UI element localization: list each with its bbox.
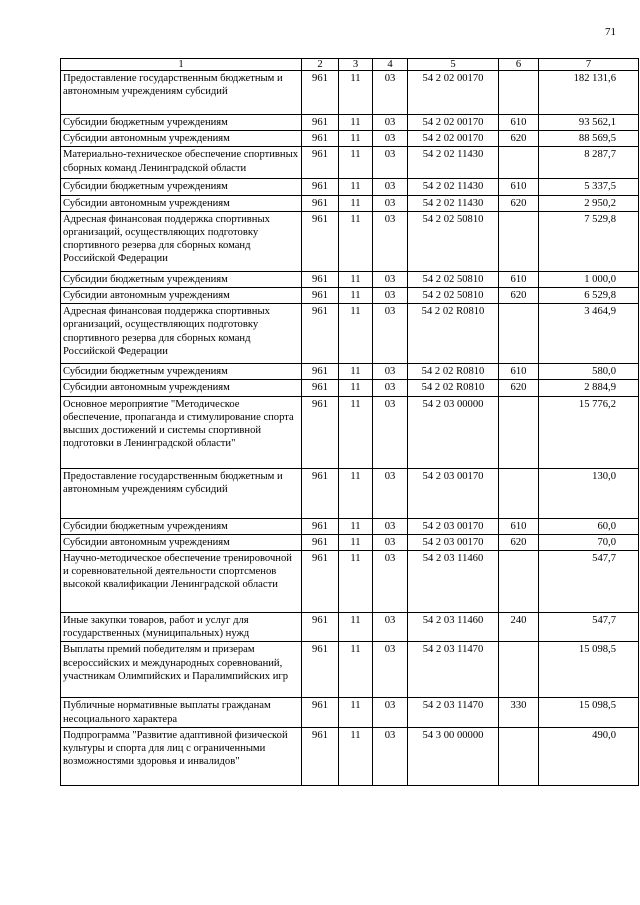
amount-cell: 182 131,6 <box>539 71 639 115</box>
header-cell: 2 <box>302 59 339 71</box>
grbs-code-cell: 961 <box>302 396 339 468</box>
section-code-cell: 11 <box>339 468 373 518</box>
target-article-cell: 54 2 03 11460 <box>408 551 499 613</box>
row-name-cell: Научно-методическое обеспечение тренировочной и соревновательной деятельности спортсменов высокой квалификации Ленинградской области <box>61 551 302 613</box>
subsection-code-cell: 03 <box>373 642 408 698</box>
target-article-cell: 54 2 03 11470 <box>408 698 499 727</box>
expense-type-cell: 610 <box>499 271 539 287</box>
subsection-code-cell: 03 <box>373 304 408 364</box>
expense-type-cell <box>499 551 539 613</box>
grbs-code-cell: 961 <box>302 727 339 785</box>
row-name-cell: Выплаты премий победителям и призерам всероссийских и международных соревнований, участникам Олимпийских и Паралимпийских игр <box>61 642 302 698</box>
section-code-cell: 11 <box>339 288 373 304</box>
subsection-code-cell: 03 <box>373 468 408 518</box>
amount-cell: 93 562,1 <box>539 115 639 131</box>
section-code-cell: 11 <box>339 727 373 785</box>
table-row <box>61 288 639 304</box>
expense-type-cell <box>499 147 539 179</box>
row-name-cell: Субсидии автономным учреждениям <box>61 288 302 304</box>
row-name-cell: Субсидии автономным учреждениям <box>61 195 302 211</box>
expense-type-cell <box>499 304 539 364</box>
grbs-code-cell: 961 <box>302 115 339 131</box>
expense-type-cell: 620 <box>499 131 539 147</box>
table-row <box>61 71 639 115</box>
amount-cell: 5 337,5 <box>539 179 639 195</box>
target-article-cell: 54 2 03 00170 <box>408 534 499 550</box>
subsection-code-cell: 03 <box>373 364 408 380</box>
expense-type-cell <box>499 211 539 271</box>
grbs-code-cell: 961 <box>302 364 339 380</box>
table-row <box>61 147 639 179</box>
subsection-code-cell: 03 <box>373 147 408 179</box>
amount-cell: 15 776,2 <box>539 396 639 468</box>
subsection-code-cell: 03 <box>373 698 408 727</box>
table-row <box>61 613 639 642</box>
amount-cell: 3 464,9 <box>539 304 639 364</box>
amount-cell: 88 569,5 <box>539 131 639 147</box>
section-code-cell: 11 <box>339 380 373 396</box>
subsection-code-cell: 03 <box>373 211 408 271</box>
amount-cell: 70,0 <box>539 534 639 550</box>
section-code-cell: 11 <box>339 396 373 468</box>
target-article-cell: 54 2 03 11460 <box>408 613 499 642</box>
target-article-cell: 54 2 03 00170 <box>408 518 499 534</box>
subsection-code-cell: 03 <box>373 380 408 396</box>
grbs-code-cell: 961 <box>302 179 339 195</box>
grbs-code-cell: 961 <box>302 71 339 115</box>
row-name-cell: Предоставление государственным бюджетным и автономным учреждениям субсидий <box>61 468 302 518</box>
table-row <box>61 304 639 364</box>
subsection-code-cell: 03 <box>373 271 408 287</box>
expense-type-cell: 620 <box>499 534 539 550</box>
row-name-cell: Публичные нормативные выплаты гражданам несоциального характера <box>61 698 302 727</box>
section-code-cell: 11 <box>339 613 373 642</box>
expense-type-cell: 330 <box>499 698 539 727</box>
budget-table <box>60 58 639 786</box>
subsection-code-cell: 03 <box>373 613 408 642</box>
grbs-code-cell: 961 <box>302 195 339 211</box>
amount-cell: 547,7 <box>539 551 639 613</box>
section-code-cell: 11 <box>339 147 373 179</box>
row-name-cell: Основное мероприятие "Методическое обеспечение, пропаганда и стимулирование спорта высших достижений и системы спортивной подготовки в Ленинградской области" <box>61 396 302 468</box>
grbs-code-cell: 961 <box>302 698 339 727</box>
section-code-cell: 11 <box>339 195 373 211</box>
amount-cell: 8 287,7 <box>539 147 639 179</box>
grbs-code-cell: 961 <box>302 613 339 642</box>
row-name-cell: Адресная финансовая поддержка спортивных организаций, осуществляющих подготовку спортивного резерва для сборных команд Российской Федерации <box>61 211 302 271</box>
table-row <box>61 131 639 147</box>
section-code-cell: 11 <box>339 271 373 287</box>
subsection-code-cell: 03 <box>373 518 408 534</box>
target-article-cell: 54 2 02 00170 <box>408 115 499 131</box>
table-row <box>61 698 639 727</box>
grbs-code-cell: 961 <box>302 642 339 698</box>
target-article-cell: 54 2 02 11430 <box>408 147 499 179</box>
subsection-code-cell: 03 <box>373 131 408 147</box>
header-cell: 7 <box>539 59 639 71</box>
target-article-cell: 54 2 02 50810 <box>408 271 499 287</box>
grbs-code-cell: 961 <box>302 131 339 147</box>
table-row <box>61 211 639 271</box>
table-row <box>61 396 639 468</box>
table-row <box>61 195 639 211</box>
amount-cell: 1 000,0 <box>539 271 639 287</box>
table-row <box>61 727 639 785</box>
table-row <box>61 642 639 698</box>
target-article-cell: 54 2 03 11470 <box>408 642 499 698</box>
target-article-cell: 54 2 02 R0810 <box>408 380 499 396</box>
section-code-cell: 11 <box>339 115 373 131</box>
section-code-cell: 11 <box>339 179 373 195</box>
grbs-code-cell: 961 <box>302 147 339 179</box>
section-code-cell: 11 <box>339 364 373 380</box>
subsection-code-cell: 03 <box>373 71 408 115</box>
table-row <box>61 551 639 613</box>
row-name-cell: Материально-техническое обеспечение спортивных сборных команд Ленинградской области <box>61 147 302 179</box>
section-code-cell: 11 <box>339 211 373 271</box>
grbs-code-cell: 961 <box>302 380 339 396</box>
target-article-cell: 54 2 02 R0810 <box>408 304 499 364</box>
expense-type-cell <box>499 71 539 115</box>
amount-cell: 2 884,9 <box>539 380 639 396</box>
header-cell: 5 <box>408 59 499 71</box>
row-name-cell: Субсидии бюджетным учреждениям <box>61 364 302 380</box>
row-name-cell: Субсидии бюджетным учреждениям <box>61 179 302 195</box>
amount-cell: 60,0 <box>539 518 639 534</box>
target-article-cell: 54 2 03 00170 <box>408 468 499 518</box>
expense-type-cell: 240 <box>499 613 539 642</box>
target-article-cell: 54 2 02 50810 <box>408 211 499 271</box>
header-cell: 1 <box>61 59 302 71</box>
expense-type-cell <box>499 396 539 468</box>
header-cell: 3 <box>339 59 373 71</box>
table-row <box>61 380 639 396</box>
amount-cell: 547,7 <box>539 613 639 642</box>
section-code-cell: 11 <box>339 131 373 147</box>
table-row <box>61 364 639 380</box>
target-article-cell: 54 2 02 R0810 <box>408 364 499 380</box>
row-name-cell: Субсидии бюджетным учреждениям <box>61 518 302 534</box>
subsection-code-cell: 03 <box>373 179 408 195</box>
row-name-cell: Субсидии бюджетным учреждениям <box>61 115 302 131</box>
expense-type-cell: 620 <box>499 380 539 396</box>
row-name-cell: Подпрограмма "Развитие адаптивной физической культуры и спорта для лиц с ограниченными возможностями здоровья и инвалидов" <box>61 727 302 785</box>
table-row <box>61 271 639 287</box>
expense-type-cell <box>499 727 539 785</box>
grbs-code-cell: 961 <box>302 551 339 613</box>
expense-type-cell <box>499 468 539 518</box>
amount-cell: 580,0 <box>539 364 639 380</box>
amount-cell: 15 098,5 <box>539 642 639 698</box>
section-code-cell: 11 <box>339 71 373 115</box>
grbs-code-cell: 961 <box>302 288 339 304</box>
grbs-code-cell: 961 <box>302 271 339 287</box>
target-article-cell: 54 2 02 00170 <box>408 71 499 115</box>
table-row <box>61 468 639 518</box>
expense-type-cell: 610 <box>499 115 539 131</box>
row-name-cell: Иные закупки товаров, работ и услуг для государственных (муниципальных) нужд <box>61 613 302 642</box>
header-cell: 6 <box>499 59 539 71</box>
amount-cell: 7 529,8 <box>539 211 639 271</box>
amount-cell: 490,0 <box>539 727 639 785</box>
section-code-cell: 11 <box>339 534 373 550</box>
section-code-cell: 11 <box>339 642 373 698</box>
expense-type-cell: 610 <box>499 179 539 195</box>
expense-type-cell: 620 <box>499 195 539 211</box>
expense-type-cell <box>499 642 539 698</box>
target-article-cell: 54 3 00 00000 <box>408 727 499 785</box>
grbs-code-cell: 961 <box>302 211 339 271</box>
amount-cell: 2 950,2 <box>539 195 639 211</box>
subsection-code-cell: 03 <box>373 288 408 304</box>
grbs-code-cell: 961 <box>302 534 339 550</box>
target-article-cell: 54 2 03 00000 <box>408 396 499 468</box>
row-name-cell: Предоставление государственным бюджетным и автономным учреждениям субсидий <box>61 71 302 115</box>
amount-cell: 15 098,5 <box>539 698 639 727</box>
row-name-cell: Субсидии автономным учреждениям <box>61 131 302 147</box>
row-name-cell: Субсидии бюджетным учреждениям <box>61 271 302 287</box>
grbs-code-cell: 961 <box>302 518 339 534</box>
row-name-cell: Субсидии автономным учреждениям <box>61 534 302 550</box>
target-article-cell: 54 2 02 11430 <box>408 195 499 211</box>
expense-type-cell: 610 <box>499 364 539 380</box>
section-code-cell: 11 <box>339 304 373 364</box>
target-article-cell: 54 2 02 50810 <box>408 288 499 304</box>
table-row <box>61 179 639 195</box>
target-article-cell: 54 2 02 11430 <box>408 179 499 195</box>
section-code-cell: 11 <box>339 518 373 534</box>
row-name-cell: Субсидии автономным учреждениям <box>61 380 302 396</box>
subsection-code-cell: 03 <box>373 534 408 550</box>
expense-type-cell: 610 <box>499 518 539 534</box>
table-row <box>61 534 639 550</box>
grbs-code-cell: 961 <box>302 304 339 364</box>
subsection-code-cell: 03 <box>373 115 408 131</box>
table-header-row <box>61 59 639 71</box>
expense-type-cell: 620 <box>499 288 539 304</box>
target-article-cell: 54 2 02 00170 <box>408 131 499 147</box>
subsection-code-cell: 03 <box>373 195 408 211</box>
page-number: 71 <box>605 26 616 38</box>
subsection-code-cell: 03 <box>373 396 408 468</box>
table-row <box>61 518 639 534</box>
section-code-cell: 11 <box>339 551 373 613</box>
row-name-cell: Адресная финансовая поддержка спортивных организаций, осуществляющих подготовку спортивного резерва для сборных команд Российской Федерации <box>61 304 302 364</box>
grbs-code-cell: 961 <box>302 468 339 518</box>
amount-cell: 6 529,8 <box>539 288 639 304</box>
subsection-code-cell: 03 <box>373 727 408 785</box>
section-code-cell: 11 <box>339 698 373 727</box>
header-cell: 4 <box>373 59 408 71</box>
amount-cell: 130,0 <box>539 468 639 518</box>
table-row <box>61 115 639 131</box>
subsection-code-cell: 03 <box>373 551 408 613</box>
